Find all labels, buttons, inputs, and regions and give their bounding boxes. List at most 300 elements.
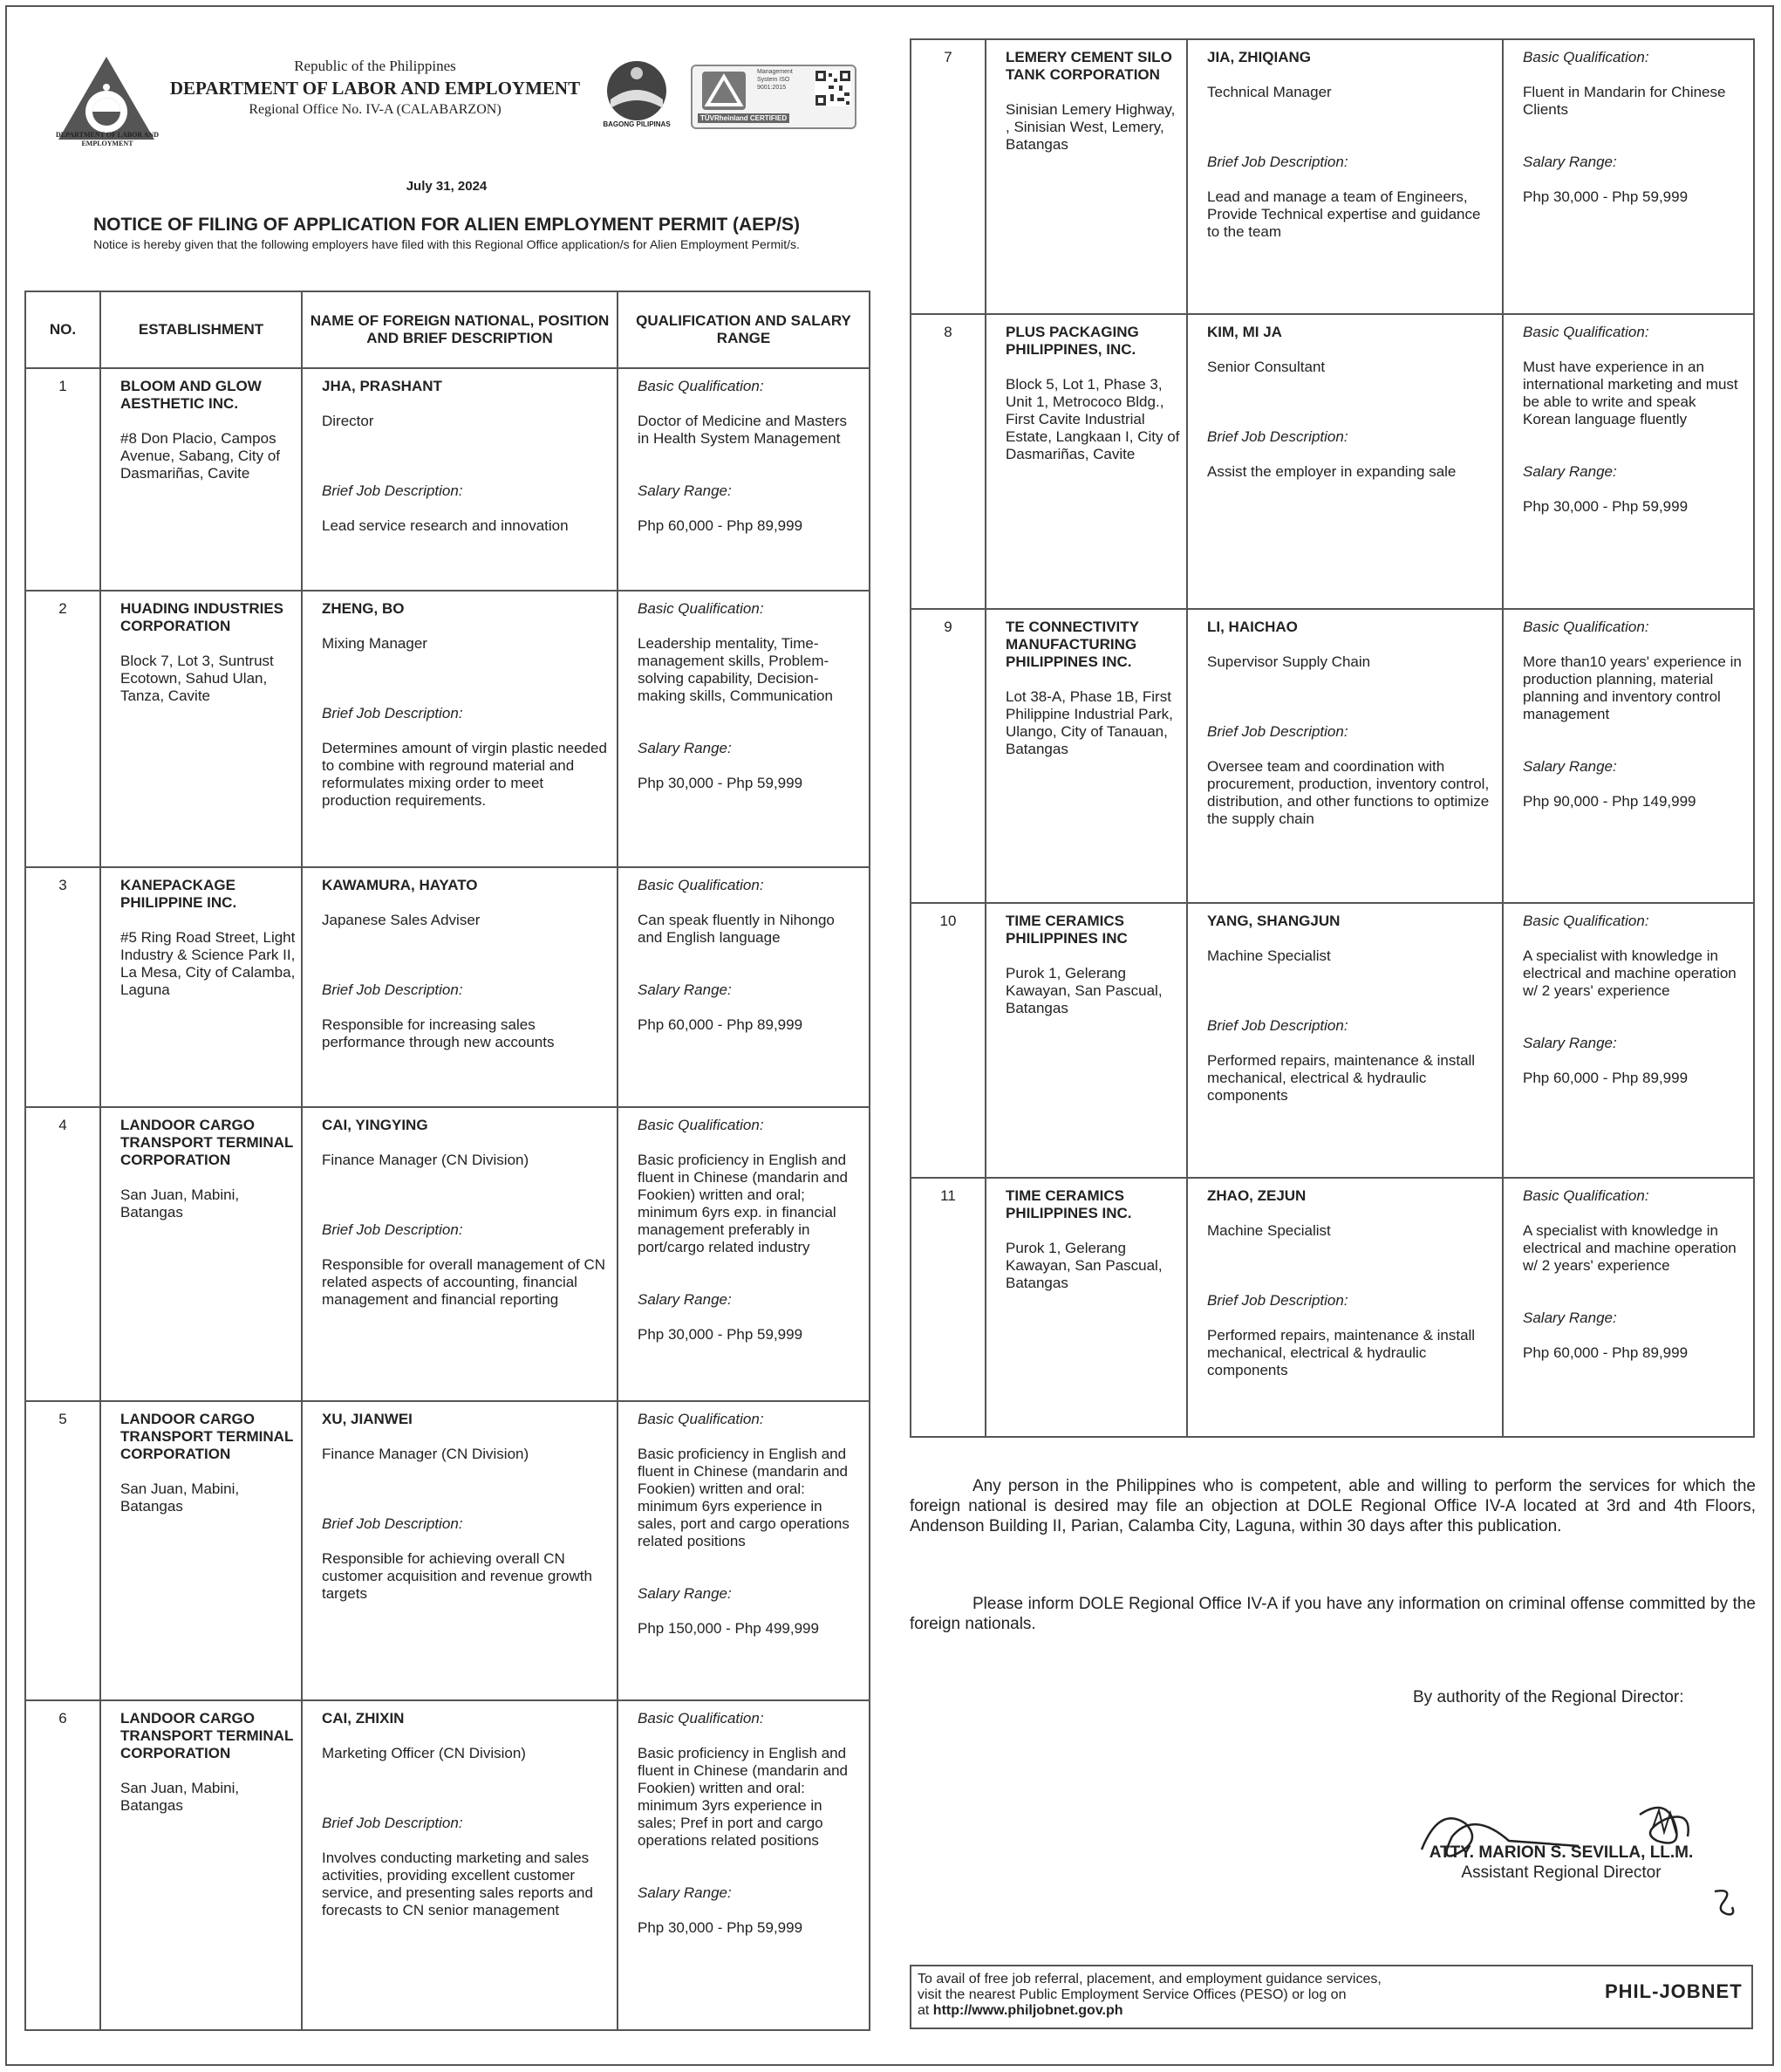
spacer	[322, 1204, 610, 1221]
spacer	[638, 999, 862, 1016]
salary-range: Php 30,000 - Php 59,999	[638, 1919, 803, 1936]
company-address: #5 Ring Road Street, Light Industry & Science Park II, La Mesa, City of Calamba, Laguna	[120, 929, 296, 998]
company-name: BLOOM AND GLOW AESTHETIC INC.	[120, 378, 262, 412]
basic-qualification-label: Basic Qualification:	[1523, 619, 1649, 635]
spacer	[1523, 341, 1746, 359]
philjobnet-link[interactable]: http://www.philjobnet.gov.ph	[932, 2003, 1123, 2018]
spacer	[1207, 411, 1495, 428]
spacer	[120, 1762, 296, 1780]
header-foreign-national: NAME OF FOREIGN NATIONAL, POSITION AND BRIEF DESCRIPTION	[302, 291, 618, 368]
salary-range-label: Salary Range:	[1523, 154, 1617, 170]
foreign-national-name: JIA, ZHIQIANG	[1207, 49, 1312, 65]
row-number: 6	[25, 1700, 100, 2030]
tuv-label: TÜVRheinland CERTIFIED	[698, 113, 789, 123]
company-name: LANDOOR CARGO TRANSPORT TERMINAL CORPORATION	[120, 1411, 294, 1462]
spacer	[322, 722, 610, 740]
footer-line3	[918, 2003, 1751, 2019]
company-address: Block 7, Lot 3, Suntrust Ecotown, Sahud Ulan, Tanza, Cavite	[120, 653, 274, 704]
row-number: 11	[911, 1178, 986, 1437]
position-title: Machine Specialist	[1207, 947, 1331, 964]
job-description: Determines amount of virgin plastic needed to combine with reground material and reformulates mixing order to meet production requirements.	[322, 740, 607, 809]
company-name: LEMERY CEMENT SILO TANK CORPORATION	[1006, 49, 1172, 83]
foreign-national-cell	[302, 368, 618, 591]
spacer	[638, 1309, 862, 1326]
company-address: San Juan, Mabini, Batangas	[120, 1480, 240, 1515]
company-address: Sinisian Lemery Highway, , Sinisian West, Lemery, Batangas	[1006, 101, 1176, 153]
spacer	[638, 618, 862, 635]
tuv-triangle-icon	[702, 72, 746, 110]
foreign-national-name: CAI, YINGYING	[322, 1117, 428, 1133]
position-title: Supervisor Supply Chain	[1207, 653, 1371, 670]
basic-qualification-label: Basic Qualification:	[638, 600, 764, 617]
spacer	[1006, 947, 1181, 965]
company-address: Lot 38-A, Phase 1B, First Philippine Industrial Park, Ulango, City of Tanauan, Batangas	[1006, 688, 1173, 757]
position-title: Senior Consultant	[1207, 359, 1326, 375]
spacer	[638, 722, 862, 740]
brief-job-label: Brief Job Description:	[322, 705, 463, 721]
spacer	[1207, 393, 1495, 411]
foreign-national-name: JHA, PRASHANT	[322, 378, 442, 394]
job-description: Performed repairs, maintenance & install mechanical, electrical & hydraulic components	[1207, 1327, 1476, 1378]
philjobnet-logo: PHIL-JOBNET	[1605, 1980, 1743, 2002]
company-name: TIME CERAMICS PHILIPPINES INC.	[1006, 1187, 1132, 1221]
salary-range-label: Salary Range:	[638, 1884, 732, 1901]
establishment-cell	[100, 368, 302, 591]
spacer	[1207, 1000, 1495, 1017]
tuv-management-text: Management System ISO 9001:2015	[757, 69, 793, 91]
spacer	[322, 1533, 610, 1550]
header-qualification: QUALIFICATION AND SALARY RANGE	[618, 291, 870, 368]
establishment-cell	[986, 39, 1187, 314]
brief-job-label: Brief Job Description:	[322, 1515, 463, 1532]
spacer	[1207, 1240, 1495, 1257]
spacer	[1523, 481, 1746, 498]
spacer	[322, 1169, 610, 1186]
spacer	[322, 1134, 610, 1152]
table-row	[911, 314, 1754, 609]
company-name: KANEPACKAGE PHILIPPINE INC.	[120, 877, 237, 911]
spacer	[1207, 688, 1495, 706]
spacer	[638, 1256, 862, 1274]
spacer	[638, 1727, 862, 1745]
company-address: Purok 1, Gelerang Kawayan, San Pascual, Batangas	[1006, 965, 1163, 1016]
table-row	[25, 1107, 870, 1401]
company-address: Purok 1, Gelerang Kawayan, San Pascual, Batangas	[1006, 1240, 1163, 1291]
spacer	[1523, 446, 1746, 463]
position-title: Director	[322, 413, 374, 429]
foreign-national-cell	[1187, 314, 1503, 609]
row-number: 1	[25, 368, 100, 591]
notice-subtitle: Notice is hereby given that the following employers have filed with this Regional Office application/s for Alien Employment Permit/s.	[93, 237, 800, 251]
spacer	[638, 1568, 862, 1585]
foreign-national-name: ZHAO, ZEJUN	[1207, 1187, 1307, 1204]
spacer	[638, 465, 862, 482]
spacer	[1207, 1035, 1495, 1052]
footer-line1: To avail of free job referral, placement, and employment guidance services,	[918, 1972, 1382, 1987]
basic-qualification-label: Basic Qualification:	[638, 1710, 764, 1727]
job-description: Assist the employer in expanding sale	[1207, 463, 1457, 480]
company-address: Block 5, Lot 1, Phase 3, Unit 1, Metrococo Bldg., First Cavite Industrial Estate, Langkaan I, City of Dasmariñas, Cavite	[1006, 376, 1180, 462]
row-number: 8	[911, 314, 986, 609]
dole-logo-caption: DEPARTMENT OF LABOR AND EMPLOYMENT	[55, 131, 160, 147]
spacer	[1006, 359, 1181, 376]
spacer	[1523, 1017, 1746, 1035]
row-number: 4	[25, 1107, 100, 1401]
qualification-cell	[618, 591, 870, 867]
row-number: 5	[25, 1401, 100, 1700]
qualification-cell	[618, 368, 870, 591]
aep-table-left	[24, 291, 870, 2031]
job-description: Lead service research and innovation	[322, 517, 569, 534]
job-description: Performed repairs, maintenance & install mechanical, electrical & hydraulic components	[1207, 1052, 1476, 1104]
qualification-cell	[618, 1401, 870, 1700]
basic-qualification-label: Basic Qualification:	[638, 1117, 764, 1133]
brief-job-label: Brief Job Description:	[1207, 428, 1348, 445]
qualification-text: Fluent in Mandarin for Chinese Clients	[1523, 84, 1726, 118]
spacer	[322, 1186, 610, 1204]
spacer	[1006, 671, 1181, 688]
salary-range-label: Salary Range:	[638, 740, 732, 756]
establishment-cell	[100, 1107, 302, 1401]
company-name: LANDOOR CARGO TRANSPORT TERMINAL CORPORATION	[120, 1710, 294, 1761]
spacer	[1207, 1310, 1495, 1327]
table-row	[911, 903, 1754, 1178]
table-row	[25, 1401, 870, 1700]
footer-at: at	[918, 2003, 930, 2018]
foreign-national-name: XU, JIANWEI	[322, 1411, 413, 1427]
spacer	[1207, 671, 1495, 688]
spacer	[322, 1463, 610, 1480]
spacer	[638, 894, 862, 912]
position-title: Japanese Sales Adviser	[322, 912, 481, 928]
foreign-national-name: ZHENG, BO	[322, 600, 405, 617]
spacer	[322, 1498, 610, 1515]
row-number: 9	[911, 609, 986, 903]
spacer	[1523, 66, 1746, 84]
establishment-cell	[986, 903, 1187, 1178]
company-name: HUADING INDUSTRIES CORPORATION	[120, 600, 284, 634]
table-row	[25, 591, 870, 867]
spacer	[638, 1550, 862, 1568]
spacer	[1207, 1275, 1495, 1292]
spacer	[638, 1902, 862, 1919]
spacer	[638, 1428, 862, 1446]
salary-range-label: Salary Range:	[1523, 463, 1617, 480]
salary-range-label: Salary Range:	[1523, 1310, 1617, 1326]
salary-range: Php 60,000 - Php 89,999	[1523, 1344, 1689, 1361]
foreign-national-cell	[1187, 903, 1503, 1178]
spacer	[638, 964, 862, 981]
spacer	[1207, 341, 1495, 359]
signatory-name: ATTY. MARION S. SEVILLA, LL.M.	[1429, 1843, 1694, 1862]
spacer	[1523, 636, 1746, 653]
job-description: Oversee team and coordination with procurement, production, inventory control, distribution, and other functions to optimize the supply chain	[1207, 758, 1490, 827]
company-name: TE CONNECTIVITY MANUFACTURING PHILIPPINES INC.	[1006, 619, 1139, 670]
spacer	[322, 1762, 610, 1780]
foreign-national-cell	[1187, 609, 1503, 903]
position-title: Finance Manager (CN Division)	[322, 1152, 529, 1168]
salary-range-label: Salary Range:	[638, 482, 732, 499]
basic-qualification-label: Basic Qualification:	[1523, 324, 1649, 340]
qualification-cell	[618, 1700, 870, 2030]
notice-title: NOTICE OF FILING OF APPLICATION FOR ALIEN EMPLOYMENT PERMIT (AEP/S)	[92, 215, 801, 235]
company-name: LANDOOR CARGO TRANSPORT TERMINAL CORPORATION	[120, 1117, 294, 1168]
table-row	[911, 39, 1754, 314]
spacer	[120, 413, 296, 430]
foreign-national-name: KIM, MI JA	[1207, 324, 1282, 340]
spacer	[120, 1463, 296, 1480]
initial-mark-icon	[1708, 1884, 1743, 1919]
qualification-text: Can speak fluently in Nihongo and English language	[638, 912, 835, 946]
job-description: Lead and manage a team of Engineers, Provide Technical expertise and guidance to the team	[1207, 188, 1481, 240]
header-establishment: ESTABLISHMENT	[100, 291, 302, 368]
salary-range: Php 30,000 - Php 59,999	[638, 775, 803, 791]
header-no: NO.	[25, 291, 100, 368]
spacer	[1207, 706, 1495, 723]
foreign-national-cell	[302, 1107, 618, 1401]
spacer	[1006, 84, 1181, 101]
company-name: PLUS PACKAGING PHILIPPINES, INC.	[1006, 324, 1139, 358]
position-title: Finance Manager (CN Division)	[322, 1446, 529, 1462]
establishment-cell	[986, 1178, 1187, 1437]
foreign-national-name: CAI, ZHIXIN	[322, 1710, 405, 1727]
brief-job-label: Brief Job Description:	[1207, 1017, 1348, 1034]
signatory	[1413, 1843, 1709, 1883]
spacer	[322, 1780, 610, 1797]
spacer	[638, 757, 862, 775]
spacer	[322, 448, 610, 465]
regional-office: Regional Office No. IV-A (CALABARZON)	[249, 102, 502, 117]
inform-text: Please inform DOLE Regional Office IV-A if you have any information on criminal offense committed by the foreign nationals.	[910, 1595, 1756, 1633]
job-description: Responsible for achieving overall CN customer acquisition and revenue growth targets	[322, 1550, 592, 1602]
salary-range: Php 150,000 - Php 499,999	[638, 1620, 819, 1637]
establishment-cell	[986, 314, 1187, 609]
qualification-text: Doctor of Medicine and Masters in Health System Management	[638, 413, 847, 447]
spacer	[638, 1134, 862, 1152]
salary-range: Php 30,000 - Php 59,999	[1523, 188, 1689, 205]
spacer	[322, 929, 610, 947]
spacer	[322, 894, 610, 912]
spacer	[1523, 1052, 1746, 1070]
salary-range-label: Salary Range:	[1523, 1035, 1617, 1051]
table-row	[25, 1700, 870, 2030]
spacer	[1207, 930, 1495, 947]
qualification-cell	[1503, 609, 1754, 903]
spacer	[322, 618, 610, 635]
spacer	[1523, 1327, 1746, 1344]
spacer	[1207, 965, 1495, 982]
qualification-text: Basic proficiency in English and fluent in Chinese (mandarin and Fookien) written and oral: minimum 3yrs experience in sales; Pref in port and cargo operations related positions	[638, 1745, 848, 1849]
qualification-text: Leadership mentality, Time-management skills, Problem-solving capability, Decision-making skills, Communication	[638, 635, 833, 704]
foreign-national-name: LI, HAICHAO	[1207, 619, 1298, 635]
spacer	[1006, 1222, 1181, 1240]
spacer	[638, 1603, 862, 1620]
foreign-national-cell	[302, 867, 618, 1107]
job-description: Responsible for increasing sales performance through new accounts	[322, 1016, 555, 1050]
establishment-cell	[100, 867, 302, 1107]
basic-qualification-label: Basic Qualification:	[638, 378, 764, 394]
spacer	[638, 1850, 862, 1867]
inform-paragraph	[910, 1594, 1756, 1634]
foreign-national-name: KAWAMURA, HAYATO	[322, 877, 478, 893]
spacer	[120, 1169, 296, 1186]
qualification-cell	[1503, 314, 1754, 609]
establishment-cell	[100, 1401, 302, 1700]
spacer	[322, 1428, 610, 1446]
spacer	[322, 395, 610, 413]
spacer	[1523, 171, 1746, 188]
row-number: 7	[911, 39, 986, 314]
basic-qualification-label: Basic Qualification:	[1523, 49, 1649, 65]
spacer	[120, 912, 296, 929]
table-row	[911, 609, 1754, 903]
spacer	[1207, 171, 1495, 188]
qualification-text: More than10 years' experience in production planning, material planning and inventory control management	[1523, 653, 1742, 722]
spacer	[322, 999, 610, 1016]
basic-qualification-label: Basic Qualification:	[1523, 913, 1649, 929]
spacer	[1207, 101, 1495, 119]
spacer	[322, 687, 610, 705]
spacer	[322, 947, 610, 964]
brief-job-label: Brief Job Description:	[322, 1815, 463, 1831]
spacer	[1523, 136, 1746, 154]
spacer	[1207, 1205, 1495, 1222]
spacer	[1207, 982, 1495, 1000]
brief-job-label: Brief Job Description:	[1207, 154, 1348, 170]
company-name: TIME CERAMICS PHILIPPINES INC	[1006, 913, 1128, 947]
bagong-pilipinas-logo-icon	[593, 54, 680, 131]
foreign-national-cell	[302, 591, 618, 867]
table-row	[911, 1178, 1754, 1437]
salary-range-label: Salary Range:	[1523, 758, 1617, 775]
notice-date: July 31, 2024	[406, 179, 488, 194]
spacer	[1207, 636, 1495, 653]
aep-table-right	[910, 38, 1755, 1438]
spacer	[322, 1239, 610, 1256]
establishment-cell	[986, 609, 1187, 903]
objection-paragraph	[910, 1476, 1756, 1536]
spacer	[1207, 376, 1495, 393]
foreign-national-cell	[1187, 39, 1503, 314]
position-title: Marketing Officer (CN Division)	[322, 1745, 526, 1761]
foreign-national-cell	[1187, 1178, 1503, 1437]
spacer	[1523, 1292, 1746, 1310]
qualification-cell	[1503, 1178, 1754, 1437]
spacer	[638, 448, 862, 465]
spacer	[322, 465, 610, 482]
signatory-title: Assistant Regional Director	[1461, 1863, 1662, 1882]
qualification-text: Basic proficiency in English and fluent in Chinese (mandarin and Fookien) written and oral: minimum 6yrs experience in sales, port and cargo operations related positions	[638, 1446, 850, 1549]
spacer	[638, 395, 862, 413]
brief-job-label: Brief Job Description:	[322, 1221, 463, 1238]
salary-range: Php 30,000 - Php 59,999	[1523, 498, 1689, 515]
qualification-text: Basic proficiency in English and fluent in Chinese (mandarin and Fookien) written and oral; minimum 6yrs exp. in financial management preferably in port/cargo related industry	[638, 1152, 848, 1255]
table-row	[25, 368, 870, 591]
spacer	[322, 1797, 610, 1815]
qr-code-icon	[815, 70, 851, 106]
spacer	[1207, 1257, 1495, 1275]
spacer	[1523, 776, 1746, 793]
basic-qualification-label: Basic Qualification:	[638, 1411, 764, 1427]
department-name: DEPARTMENT OF LABOR AND EMPLOYMENT	[169, 78, 581, 99]
spacer	[322, 1480, 610, 1498]
spacer	[322, 670, 610, 687]
spacer	[1523, 1275, 1746, 1292]
salary-range-label: Salary Range:	[638, 981, 732, 998]
position-title: Mixing Manager	[322, 635, 427, 652]
salary-range: Php 60,000 - Php 89,999	[638, 1016, 803, 1033]
qualification-cell	[1503, 903, 1754, 1178]
basic-qualification-label: Basic Qualification:	[638, 877, 764, 893]
bagong-pilipinas-label: BAGONG PILIPINAS	[603, 120, 671, 128]
foreign-national-cell	[302, 1401, 618, 1700]
spacer	[638, 500, 862, 517]
foreign-national-name: YANG, SHANGJUN	[1207, 913, 1341, 929]
brief-job-label: Brief Job Description:	[1207, 723, 1348, 740]
position-title: Machine Specialist	[1207, 1222, 1331, 1239]
spacer	[1523, 119, 1746, 136]
spacer	[1523, 1000, 1746, 1017]
row-number: 10	[911, 903, 986, 1178]
qualification-cell	[618, 1107, 870, 1401]
spacer	[638, 1867, 862, 1884]
spacer	[1207, 446, 1495, 463]
job-description: Involves conducting marketing and sales activities, providing excellent customer service, and presenting sales reports and forecasts to CN senior management	[322, 1850, 593, 1918]
salary-range: Php 60,000 - Php 89,999	[1523, 1070, 1689, 1086]
establishment-cell	[100, 591, 302, 867]
brief-job-label: Brief Job Description:	[1207, 1292, 1348, 1309]
company-address: #8 Don Placio, Campos Avenue, Sabang, City of Dasmariñas, Cavite	[120, 430, 281, 482]
qualification-text: A specialist with knowledge in electrical and machine operation w/ 2 years' experience	[1523, 1222, 1737, 1274]
qualification-text: Must have experience in an international marketing and must be able to write and speak Korean language fluently	[1523, 359, 1738, 427]
establishment-cell	[100, 1700, 302, 2030]
qualification-cell	[618, 867, 870, 1107]
authority-line: By authority of the Regional Director:	[1413, 1688, 1684, 1706]
basic-qualification-label: Basic Qualification:	[1523, 1187, 1649, 1204]
company-address: San Juan, Mabini, Batangas	[120, 1780, 240, 1814]
spacer	[1523, 1205, 1746, 1222]
spacer	[1207, 741, 1495, 758]
spacer	[322, 653, 610, 670]
company-address: San Juan, Mabini, Batangas	[120, 1186, 240, 1221]
spacer	[322, 430, 610, 448]
spacer	[120, 635, 296, 653]
qualification-text: A specialist with knowledge in electrical and machine operation w/ 2 years' experience	[1523, 947, 1737, 999]
spacer	[322, 500, 610, 517]
spacer	[1523, 723, 1746, 741]
brief-job-label: Brief Job Description:	[322, 981, 463, 998]
spacer	[1523, 428, 1746, 446]
salary-range-label: Salary Range:	[638, 1585, 732, 1602]
foreign-national-cell	[302, 1700, 618, 2030]
header-text	[157, 58, 593, 118]
spacer	[1207, 66, 1495, 84]
spacer	[1523, 741, 1746, 758]
spacer	[322, 964, 610, 981]
salary-range-label: Salary Range:	[638, 1291, 732, 1308]
spacer	[322, 1832, 610, 1850]
spacer	[638, 947, 862, 964]
brief-job-label: Brief Job Description:	[322, 482, 463, 499]
spacer	[1207, 119, 1495, 136]
job-description: Responsible for overall management of CN related aspects of accounting, financial management and financial reporting	[322, 1256, 606, 1308]
row-number: 2	[25, 591, 100, 867]
spacer	[322, 1727, 610, 1745]
spacer	[1523, 930, 1746, 947]
row-number: 3	[25, 867, 100, 1107]
spacer	[1207, 136, 1495, 154]
spacer	[638, 1274, 862, 1291]
